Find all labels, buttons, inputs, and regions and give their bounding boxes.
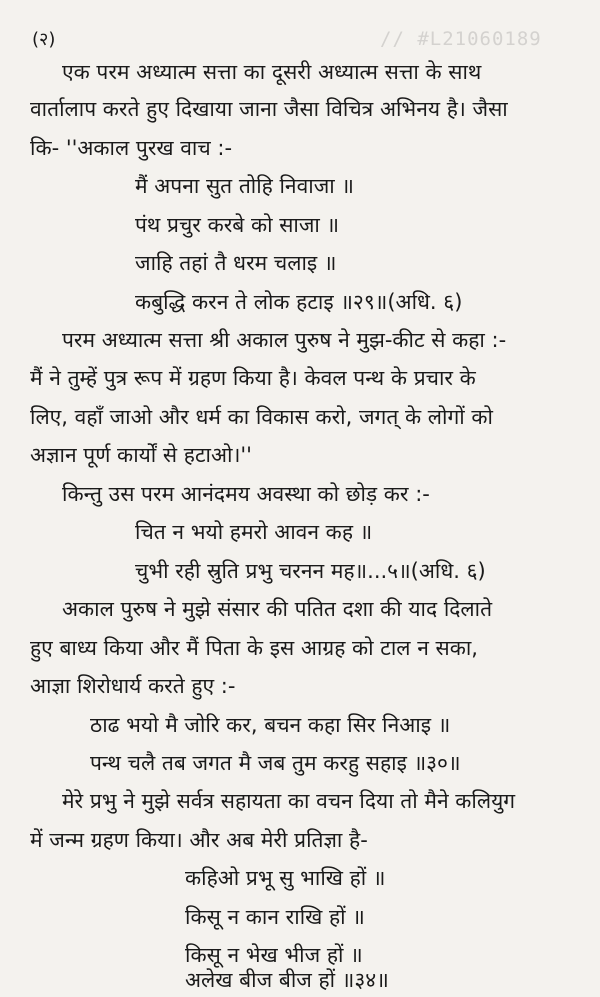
verse-line: किसू न कान राखि हों ॥	[185, 905, 365, 929]
verse-line: कहिओ प्रभू सु भाखि हों ॥	[185, 866, 386, 890]
page-number: (२)	[32, 29, 56, 50]
text-line: में जन्म ग्रहण किया। और अब मेरी प्रतिज्ञा है-	[30, 828, 368, 852]
verse-line: मैं अपना सुत तोहि निवाजा ॥	[135, 174, 354, 198]
text-line: लिए, वहाँ जाओ और धर्म का विकास करो, जगत् के लोगों को	[30, 405, 493, 429]
text-line: मेरे प्रभु ने मुझे सर्वत्र सहायता का वचन दिया तो मैने कलियुग	[62, 789, 516, 813]
text-line: परम अध्यात्म सत्ता श्री अकाल पुरुष ने मुझ-कीट से कहा :-	[62, 328, 507, 352]
verse-line: चुभी रही स्रुति प्रभु चरनन मह॥...५॥(अधि. ६)	[135, 559, 486, 583]
text-line: आज्ञा शिरोधार्य करते हुए :-	[30, 674, 236, 698]
text-line: एक परम अध्यात्म सत्ता का दूसरी अध्यात्म सत्ता के साथ	[62, 60, 482, 84]
verse-line: अलेख बीज बीज हों ॥३४॥	[185, 968, 389, 992]
verse-line: जाहि तहां तै धरम चलाइ ॥	[135, 251, 337, 275]
verse-line: किसू न भेख भीज हों ॥	[185, 943, 363, 967]
text-line: अज्ञान पूर्ण कार्यों से हटाओ।''	[30, 443, 252, 467]
text-line: अकाल पुरुष ने मुझे संसार की पतित दशा की याद दिलाते	[62, 597, 493, 621]
verse-line: कबुद्धि करन ते लोक हटाइ ॥२९॥(अधि. ६)	[135, 290, 463, 314]
verse-line: पंथ प्रचुर करबे को साजा ॥	[135, 213, 340, 237]
library-stamp: // #L21060189	[380, 28, 542, 50]
text-line: किन्तु उस परम आनंदमय अवस्था को छोड़ कर :-	[62, 482, 430, 506]
verse-line: ठाढ भयो मै जोरि कर, बचन कहा सिर निआइ ॥	[90, 713, 451, 737]
text-line: हुए बाध्य किया और मैं पिता के इस आग्रह को टाल न सका,	[30, 636, 478, 660]
text-line: वार्तालाप करते हुए दिखाया जाना जैसा विचित्र अभिनय है। जैसा	[30, 97, 508, 121]
verse-line: पन्थ चलै तब जगत मै जब तुम करहु सहाइ ॥३०॥	[90, 751, 461, 775]
text-line: कि- ''अकाल पुरख वाच :-	[30, 136, 233, 160]
text-line: मैं ने तुम्हें पुत्र रूप में ग्रहण किया है। केवल पन्थ के प्रचार के	[30, 366, 476, 390]
verse-line: चित न भयो हमरो आवन कह ॥	[135, 520, 373, 544]
